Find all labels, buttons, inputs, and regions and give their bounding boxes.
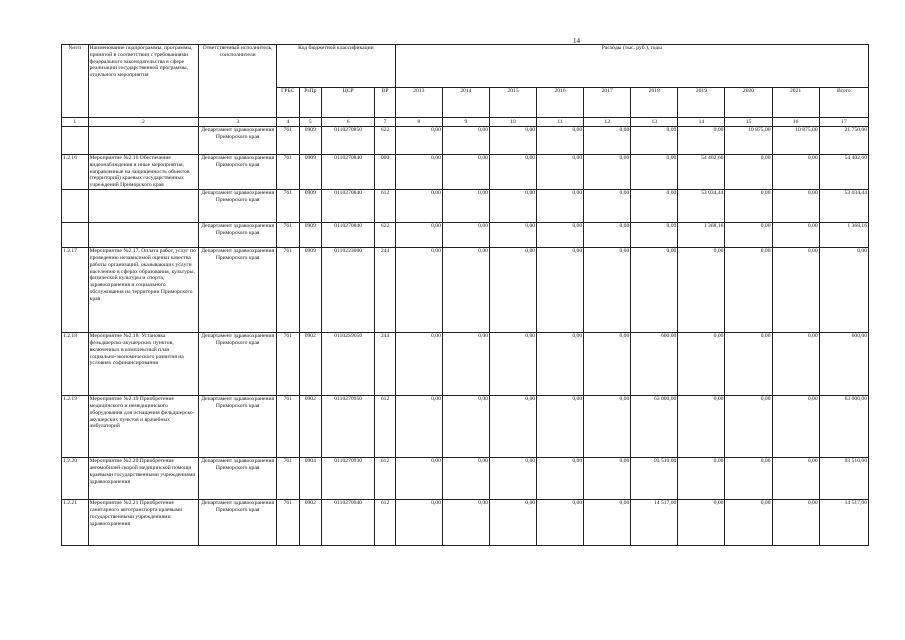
- row-value: 0,00: [584, 500, 631, 546]
- row-value: 0,00: [537, 190, 584, 223]
- row-value: 0,00: [489, 155, 536, 190]
- row-value: 0,00: [631, 155, 678, 190]
- row-value: 0,00: [772, 190, 819, 223]
- header-code-3: ВР: [375, 88, 395, 118]
- row-name: Мероприятие №2.21 Приобретение санитарного автотранспорта краевыми государственными учреждениями здравоохранения: [88, 500, 199, 546]
- header-year-9: Всего: [819, 88, 868, 118]
- row-value: 0,00: [395, 190, 442, 223]
- row-value: 93 510,00: [631, 458, 678, 500]
- header-year-0: 2013: [395, 88, 442, 118]
- row-value: 0,00: [631, 127, 678, 155]
- table-row: [62, 396, 869, 458]
- page-number: 14: [573, 37, 580, 45]
- row-value: 1 368,16: [678, 223, 725, 248]
- row-value: 0,00: [772, 396, 819, 458]
- row-value: 0,00: [584, 155, 631, 190]
- row-value: 0,00: [395, 223, 442, 248]
- header-year-2: 2015: [489, 88, 536, 118]
- row-value: 0,00: [584, 223, 631, 248]
- row-csr: 01102S9050: [322, 333, 375, 396]
- table-row: [62, 190, 869, 223]
- row-name: [88, 190, 199, 223]
- row-csr: 0110270840: [322, 190, 375, 223]
- row-vr: 612: [375, 458, 395, 500]
- header-year-8: 2021: [772, 88, 819, 118]
- row-value: 10 875,00: [725, 127, 772, 155]
- row-value: 63 000,00: [819, 396, 868, 458]
- row-value: 54 402,60: [678, 155, 725, 190]
- row-value: 0,00: [489, 127, 536, 155]
- row-rzpr: 0909: [299, 127, 322, 155]
- row-value: 14 517,00: [631, 500, 678, 546]
- column-number: 10: [489, 118, 536, 127]
- row-grbs: 761: [277, 333, 300, 396]
- row-name: Мероприятие №2.20 Приобретение автомобилей скорой медицинской помощи краевыми государственными учреждениями здравоохранения: [88, 458, 199, 500]
- header-year-3: 2016: [537, 88, 584, 118]
- row-value: 0,00: [489, 248, 536, 333]
- row-value: 0,00: [584, 396, 631, 458]
- row-value: 0,00: [395, 127, 442, 155]
- header-code-1: РзПр: [299, 88, 322, 118]
- row-csr: 0110270840: [322, 223, 375, 248]
- row-value: 0,00: [442, 333, 489, 396]
- row-value: 0,00: [442, 458, 489, 500]
- column-number: 1: [62, 118, 89, 127]
- row-value: 0,00: [489, 458, 536, 500]
- row-value: 0,00: [678, 500, 725, 546]
- row-value: 0,00: [537, 223, 584, 248]
- row-value: 0,00: [678, 127, 725, 155]
- row-grbs: 761: [277, 155, 300, 190]
- row-value: 0,00: [725, 333, 772, 396]
- row-vr: 244: [375, 333, 395, 396]
- row-rzpr: 0909: [299, 223, 322, 248]
- row-value: 0,00: [584, 333, 631, 396]
- row-value: 0,00: [772, 333, 819, 396]
- row-value: 0,00: [395, 155, 442, 190]
- row-vr: 612: [375, 396, 395, 458]
- header-year-5: 2018: [631, 88, 678, 118]
- row-value: 0,00: [442, 155, 489, 190]
- column-number: 12: [584, 118, 631, 127]
- row-value: 0,00: [772, 223, 819, 248]
- row-executor: Департамент здравоохранения Приморского края: [199, 500, 277, 546]
- column-number: 8: [395, 118, 442, 127]
- row-value: 0,00: [395, 333, 442, 396]
- row-vr: 612: [375, 500, 395, 546]
- column-number: 15: [725, 118, 772, 127]
- row-value: 0,00: [395, 458, 442, 500]
- row-executor: Департамент здравоохранения Приморского края: [199, 190, 277, 223]
- row-csr: 0110270850: [322, 127, 375, 155]
- row-name: Мероприятие №2.18. Установка фельдшерско-акушерских пунктов, включенных в комплексный план социально-экономического развития на условиях софинансирования: [88, 333, 199, 396]
- table-row: [62, 248, 869, 333]
- row-number: 1.2.21: [62, 500, 89, 546]
- row-value: 93 510,00: [819, 458, 868, 500]
- table-row: [62, 155, 869, 190]
- row-value: 14 517,00: [819, 500, 868, 546]
- budget-table: [61, 44, 869, 546]
- row-executor: Департамент здравоохранения Приморского края: [199, 223, 277, 248]
- header-year-1: 2014: [442, 88, 489, 118]
- row-csr: 0110223000: [322, 248, 375, 333]
- row-value: 10 875,00: [772, 127, 819, 155]
- row-value: 0,00: [631, 223, 678, 248]
- row-grbs: 761: [277, 223, 300, 248]
- row-value: 0,00: [819, 248, 868, 333]
- row-csr: 0110270940: [322, 500, 375, 546]
- row-csr: 0110270930: [322, 458, 375, 500]
- header-expenses: Расходы (тыс. руб.), годы: [395, 45, 868, 88]
- row-rzpr: 0904: [299, 458, 322, 500]
- row-grbs: 761: [277, 458, 300, 500]
- row-value: 0,00: [678, 333, 725, 396]
- header-year-7: 2020: [725, 88, 772, 118]
- row-rzpr: 0902: [299, 333, 322, 396]
- table-row: [62, 223, 869, 248]
- row-value: 0,00: [725, 458, 772, 500]
- row-value: 0,00: [772, 500, 819, 546]
- row-executor: Департамент здравоохранения Приморского края: [199, 155, 277, 190]
- row-vr: 244: [375, 248, 395, 333]
- row-rzpr: 0909: [299, 190, 322, 223]
- row-value: 0,00: [489, 190, 536, 223]
- table-row: [62, 333, 869, 396]
- row-value: 0,00: [395, 248, 442, 333]
- row-value: 600,00: [819, 333, 868, 396]
- column-number: 2: [88, 118, 199, 127]
- column-number: 17: [819, 118, 868, 127]
- row-vr: 000: [375, 155, 395, 190]
- row-value: 0,00: [537, 396, 584, 458]
- row-value: 0,00: [442, 500, 489, 546]
- row-executor: Департамент здравоохранения Приморского края: [199, 127, 277, 155]
- row-number: 1.2.18: [62, 333, 89, 396]
- column-number: 3: [199, 118, 277, 127]
- row-vr: 612: [375, 190, 395, 223]
- row-grbs: 761: [277, 190, 300, 223]
- header-year-4: 2017: [584, 88, 631, 118]
- row-value: 0,00: [725, 248, 772, 333]
- row-value: 53 034,44: [678, 190, 725, 223]
- row-value: 0,00: [395, 396, 442, 458]
- row-value: 0,00: [489, 500, 536, 546]
- row-value: 0,00: [537, 458, 584, 500]
- row-number: 1.2.17: [62, 248, 89, 333]
- row-value: 0,00: [442, 396, 489, 458]
- row-value: 0,00: [584, 458, 631, 500]
- row-number: 1.2.20: [62, 458, 89, 500]
- row-name: Мероприятие №2.17. Оплата работ, услуг по проведению независимой оценки качества работы организаций, оказывающих услуги населению в сферах образования, культуры, физической культуры и спорта, здравоохранения и социального обслуживания на территории Приморского края: [88, 248, 199, 333]
- row-value: 0,00: [537, 127, 584, 155]
- row-value: 1 368,16: [819, 223, 868, 248]
- row-rzpr: 0902: [299, 396, 322, 458]
- row-vr: 622: [375, 127, 395, 155]
- column-number: 13: [631, 118, 678, 127]
- row-csr: 0110270840: [322, 155, 375, 190]
- header-name: Наименование подпрограммы, программы, принятой в соответствии с требованиями федерального законодательства в сфере реализации государственной программы, отдельного мероприятия: [88, 45, 199, 118]
- row-value: 0,00: [584, 127, 631, 155]
- row-value: 0,00: [725, 190, 772, 223]
- row-value: 21 750,00: [819, 127, 868, 155]
- row-number: [62, 223, 89, 248]
- row-executor: Департамент здравоохранения Приморского края: [199, 458, 277, 500]
- row-executor: Департамент здравоохранения Приморского края: [199, 396, 277, 458]
- row-value: 0,00: [725, 223, 772, 248]
- row-number: 1.2.19: [62, 396, 89, 458]
- row-value: 63 000,00: [631, 396, 678, 458]
- row-value: 0,00: [442, 248, 489, 333]
- row-csr: 0110270950: [322, 396, 375, 458]
- row-value: 0,00: [725, 500, 772, 546]
- row-value: 0,00: [489, 333, 536, 396]
- row-value: 600,00: [631, 333, 678, 396]
- column-number: 11: [537, 118, 584, 127]
- row-number: [62, 127, 89, 155]
- row-value: 0,00: [537, 155, 584, 190]
- column-number: 14: [678, 118, 725, 127]
- row-value: 0,00: [772, 155, 819, 190]
- column-number: 5: [299, 118, 322, 127]
- row-value: 0,00: [678, 458, 725, 500]
- row-value: 0,00: [584, 190, 631, 223]
- row-value: 53 034,44: [819, 190, 868, 223]
- row-value: 0,00: [772, 248, 819, 333]
- header-code-2: ЦСР: [322, 88, 375, 118]
- row-value: 0,00: [537, 333, 584, 396]
- column-numbers-row: [62, 118, 869, 127]
- row-rzpr: 0909: [299, 155, 322, 190]
- row-executor: Департамент здравоохранения Приморского края: [199, 333, 277, 396]
- column-number: 16: [772, 118, 819, 127]
- row-number: [62, 190, 89, 223]
- row-value: 54 402,60: [819, 155, 868, 190]
- row-grbs: 761: [277, 500, 300, 546]
- header-num: №п/п: [62, 45, 89, 118]
- row-value: 0,00: [678, 248, 725, 333]
- row-name: Мероприятие №2.19 Приобретение медицинского и немедицинского оборудования для оснащения фельдшерско-акушерских пунктов и врачебных амбулаторий: [88, 396, 199, 458]
- row-value: 0,00: [678, 396, 725, 458]
- row-rzpr: 0909: [299, 248, 322, 333]
- row-vr: 622: [375, 223, 395, 248]
- row-value: 0,00: [725, 155, 772, 190]
- row-value: 0,00: [584, 248, 631, 333]
- row-rzpr: 0902: [299, 500, 322, 546]
- row-value: 0,00: [537, 248, 584, 333]
- row-grbs: 761: [277, 248, 300, 333]
- row-value: 0,00: [537, 500, 584, 546]
- row-name: [88, 223, 199, 248]
- column-number: 4: [277, 118, 300, 127]
- row-executor: Департамент здравоохранения Приморского края: [199, 248, 277, 333]
- row-value: 0,00: [489, 396, 536, 458]
- row-value: 0,00: [442, 127, 489, 155]
- row-value: 0,00: [725, 396, 772, 458]
- row-name: [88, 127, 199, 155]
- header-code-0: ГРБС: [277, 88, 300, 118]
- row-value: 0,00: [631, 190, 678, 223]
- row-value: 0,00: [631, 248, 678, 333]
- column-number: 9: [442, 118, 489, 127]
- row-number: 1.2.16: [62, 155, 89, 190]
- row-name: Мероприятие №2.16 Обеспечение видеонаблюдения и иные мероприятия, направленные на защищенность объектов (территорий) краевых государственных учреждений Приморского края: [88, 155, 199, 190]
- row-value: 0,00: [489, 223, 536, 248]
- row-value: 0,00: [442, 223, 489, 248]
- column-number: 7: [375, 118, 395, 127]
- row-value: 0,00: [395, 500, 442, 546]
- header-budget-code: Код бюджетной классификации: [277, 45, 396, 88]
- header-executor: Ответственный исполнитель, соисполнители: [199, 45, 277, 118]
- row-value: 0,00: [772, 458, 819, 500]
- table-row: [62, 500, 869, 546]
- header-year-6: 2019: [678, 88, 725, 118]
- row-grbs: 761: [277, 396, 300, 458]
- table-row: [62, 458, 869, 500]
- row-value: 0,00: [442, 190, 489, 223]
- table-row: [62, 127, 869, 155]
- column-number: 6: [322, 118, 375, 127]
- row-grbs: 761: [277, 127, 300, 155]
